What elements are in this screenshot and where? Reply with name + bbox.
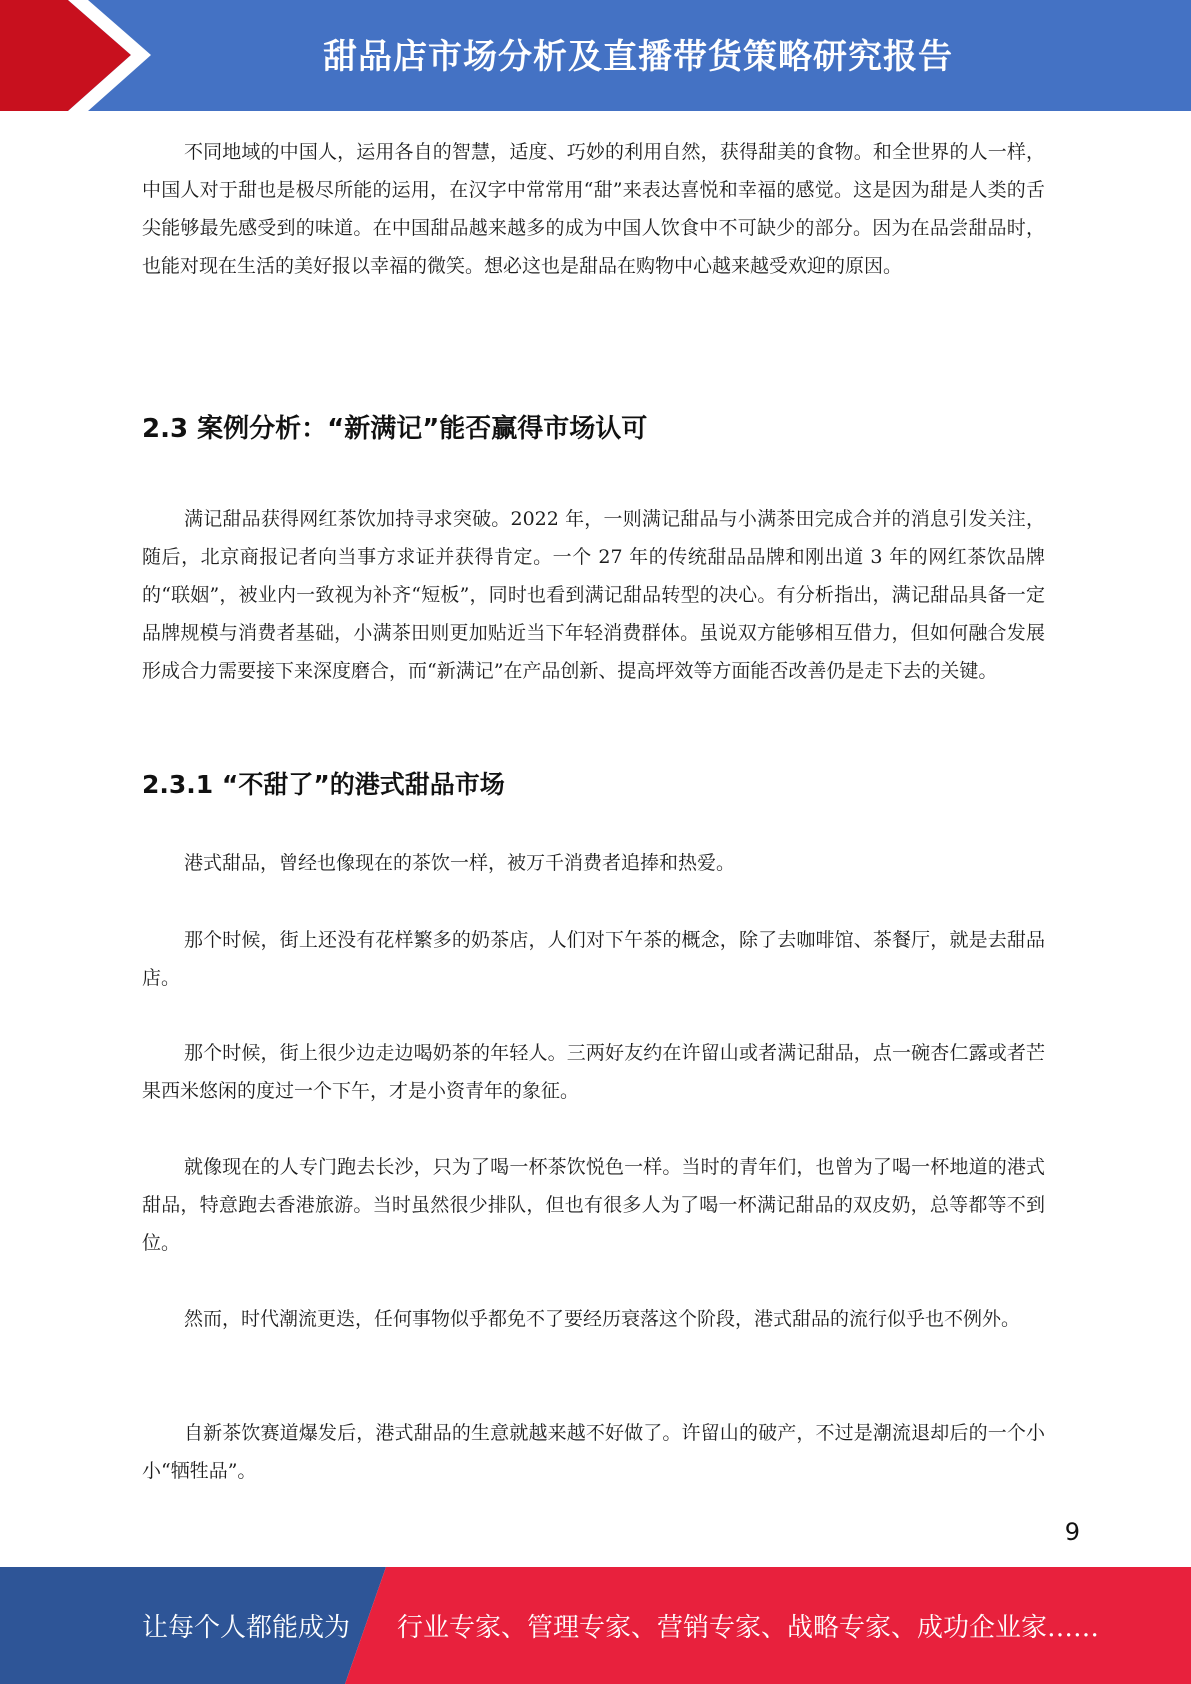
page-number: 9 <box>1064 1518 1080 1546</box>
document-title: 甜品店市场分析及直播带货策略研究报告 <box>323 36 953 77</box>
footer-slogan-left: 让每个人都能成为 <box>142 1613 351 1643</box>
body-paragraph: 就像现在的人专门跑去长沙，只为了喝一杯茶饮悦色一样。当时的青年们，也曾为了喝一杯地道的港式甜品，特意跑去香港旅游。当时虽然很少排队，但也有很多人为了喝一杯满记甜品的双皮奶，总等都等不到位。 <box>142 1156 1045 1254</box>
subsection-heading: 2.3.1 “不甜了”的港式甜品市场 <box>142 770 505 799</box>
body-paragraph: 然而，时代潮流更迭，任何事物似乎都免不了要经历衰落这个阶段，港式甜品的流行似乎也不例外。 <box>184 1308 1021 1330</box>
header-arrow-red <box>0 0 131 111</box>
body-paragraph: 港式甜品，曾经也像现在的茶饮一样，被万千消费者追捧和热爱。 <box>184 852 736 874</box>
body-paragraph: 那个时候，街上很少边走边喝奶茶的年轻人。三两好友约在许留山或者满记甜品，点一碗杏仁露或者芒果西米悠闲的度过一个下午，才是小资青年的象征。 <box>142 1042 1045 1102</box>
body-paragraph: 那个时候，街上还没有花样繁多的奶茶店，人们对下午茶的概念，除了去咖啡馆、茶餐厅，就是去甜品店。 <box>142 929 1045 989</box>
intro-paragraph: 不同地域的中国人，运用各自的智慧，适度、巧妙的利用自然，获得甜美的食物。和全世界的人一样，中国人对于甜也是极尽所能的运用，在汉字中常常用“甜”来表达喜悦和幸福的感觉。这是因为甜是人类的舌尖能够最先感受到的味道。在中国甜品越来越多的成为中国人饮食中不可缺少的部分。因为在品尝甜品时，也能对现在生活的美好报以幸福的微笑。想必这也是甜品在购物中心越来越受欢迎的原因。 <box>142 141 1045 277</box>
page-header <box>0 0 1191 111</box>
header-arrow-shape <box>0 0 160 111</box>
footer-slogan-right: 行业专家、管理专家、营销专家、战略专家、成功企业家…… <box>397 1613 1100 1643</box>
body-paragraph: 自新茶饮赛道爆发后，港式甜品的生意就越来越不好做了。许留山的破产，不过是潮流退却后的一个小小“牺牲品”。 <box>142 1422 1045 1482</box>
section-heading: 2.3 案例分析：“新满记”能否赢得市场认可 <box>142 414 648 444</box>
page-footer <box>0 1567 1191 1684</box>
section-paragraph: 满记甜品获得网红茶饮加持寻求突破。2022 年，一则满记甜品与小满茶田完成合并的消息引发关注，随后，北京商报记者向当事方求证并获得肯定。一个 27 年的传统甜品品牌和刚出道 3 年的网红茶饮品牌的“联姻”，被业内一致视为补齐“短板”，同时也看到满记甜品转型的决心。有分析指出，满记甜品具备一定品牌规模与消费者基础，小满茶田则更加贴近当下年轻消费群体。虽说双方能够相互借力，但如何融合发展形成合力需要接下来深度磨合，而“新满记”在产品创新、提高坪效等方面能否改善仍是走下去的关键。 <box>142 508 1045 682</box>
